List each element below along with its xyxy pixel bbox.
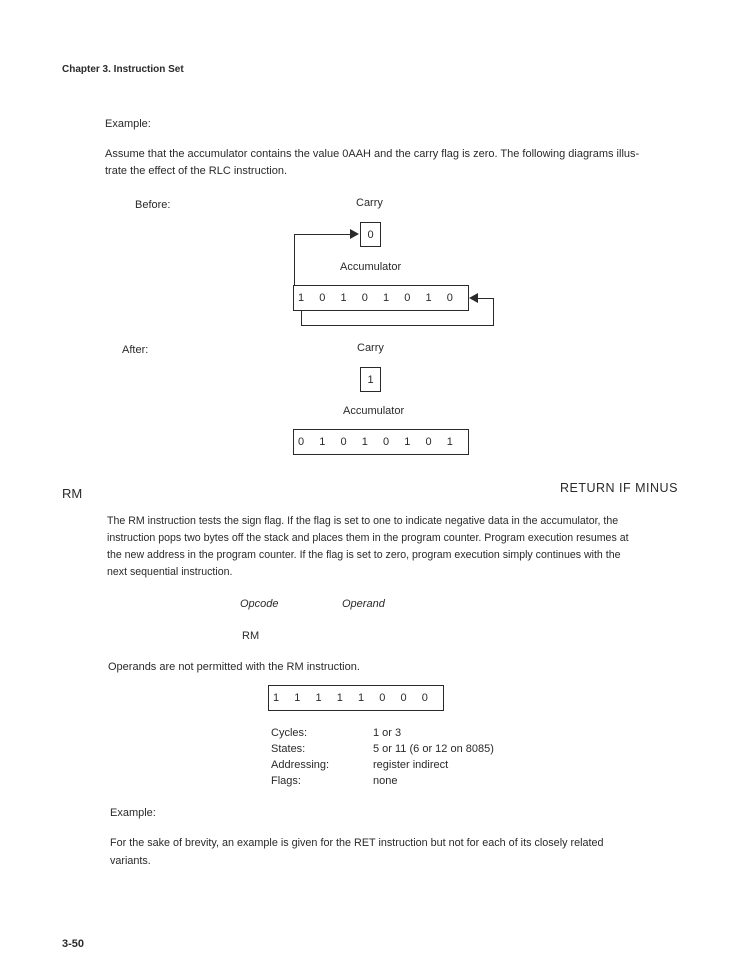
prop-value-flags: none: [373, 775, 398, 787]
after-bit-2: 1: [404, 436, 411, 448]
prop-value-cycles: 1 or 3: [373, 727, 402, 739]
before-carry-value: 0: [367, 228, 374, 241]
before-carry-label: Carry: [356, 197, 383, 209]
after-carry-box: [360, 367, 381, 392]
before-bit-4: 0: [361, 292, 368, 304]
intro-line-1: Assume that the accumulator contains the value 0AAH and the carry flag is zero. The following diagrams illus-: [105, 148, 640, 160]
after-label: After:: [122, 344, 149, 356]
example-heading: Example:: [105, 118, 151, 130]
operands-note: Operands are not permitted with the RM instruction.: [108, 661, 360, 673]
prop-key-addressing: Addressing:: [271, 759, 330, 771]
before-bit-6: 0: [319, 292, 326, 304]
before-bit-1: 1: [425, 292, 432, 304]
opcode-value: RM: [242, 630, 260, 642]
opcode-header: Opcode: [240, 598, 279, 610]
after-accumulator-bits: [293, 429, 469, 455]
prop-key-cycles: Cycles:: [271, 727, 308, 739]
rm-desc-line-4: next sequential instruction.: [107, 566, 233, 578]
before-loop-arrowhead: [469, 293, 478, 303]
prop-value-addressing: register indirect: [373, 759, 449, 771]
rm-bit-6: 1: [294, 692, 301, 704]
rm-bit-4: 1: [336, 692, 343, 704]
after-accumulator-label: Accumulator: [343, 405, 405, 417]
prop-key-states: States:: [271, 743, 306, 755]
chapter-header: Chapter 3. Instruction Set: [62, 64, 184, 75]
before-bit-5: 1: [340, 292, 347, 304]
before-carry-arrowhead: [350, 229, 359, 239]
rm-bit-2: 0: [379, 692, 386, 704]
rm-desc-line-2: instruction pops two bytes off the stack and places them in the program counter. Program execution resumes at: [107, 532, 629, 544]
after-carry-value: 1: [367, 373, 374, 386]
before-loop-into-bit0: [478, 298, 494, 299]
rm-bit-5: 1: [315, 692, 322, 704]
before-loop-bottom: [301, 325, 494, 326]
before-loop-right-up: [493, 298, 494, 326]
after-bit-6: 1: [319, 436, 326, 448]
after-carry-label: Carry: [357, 342, 384, 354]
before-accumulator-label: Accumulator: [340, 261, 402, 273]
before-bit-7: 1: [298, 292, 305, 304]
prop-key-flags: Flags:: [271, 775, 301, 787]
rm-bit-3: 1: [358, 692, 365, 704]
after-bit-0: 1: [446, 436, 453, 448]
after-bit-5: 0: [340, 436, 347, 448]
rm-bit-1: 0: [400, 692, 407, 704]
rm-example-line-1: For the sake of brevity, an example is given for the RET instruction but not for each of its closely related: [110, 837, 604, 849]
before-bit-3: 1: [383, 292, 390, 304]
before-carry-arrow-line: [294, 234, 354, 235]
rm-bit-0: 0: [421, 692, 428, 704]
before-loop-left-down: [301, 311, 302, 326]
operand-header: Operand: [342, 598, 385, 610]
rm-example-line-2: variants.: [110, 855, 151, 867]
before-bit-2: 0: [404, 292, 411, 304]
rm-encoding-bits: [268, 685, 444, 711]
rm-example-heading: Example:: [110, 807, 156, 819]
page-number: 3-50: [62, 938, 85, 950]
after-bit-1: 0: [425, 436, 432, 448]
prop-value-states: 5 or 11 (6 or 12 on 8085): [373, 743, 494, 755]
before-carry-box: [360, 222, 381, 247]
after-bit-7: 0: [298, 436, 305, 448]
before-label: Before:: [135, 199, 171, 211]
intro-line-2: trate the effect of the RLC instruction.: [105, 165, 288, 177]
rm-mnemonic: RM: [62, 486, 83, 501]
after-bit-4: 1: [361, 436, 368, 448]
after-bit-3: 0: [383, 436, 390, 448]
rm-bit-7: 1: [273, 692, 280, 704]
rm-title: RETURN IF MINUS: [560, 481, 678, 495]
before-bit-0: 0: [446, 292, 453, 304]
rm-desc-line-1: The RM instruction tests the sign flag. If the flag is set to one to indicate negative data in the accumulator, the: [107, 515, 619, 527]
before-left-vertical: [294, 234, 295, 286]
before-accumulator-bits: [293, 285, 469, 311]
rm-desc-line-3: the new address in the program counter. If the flag is set to zero, program execution simply continues with the: [107, 549, 621, 561]
